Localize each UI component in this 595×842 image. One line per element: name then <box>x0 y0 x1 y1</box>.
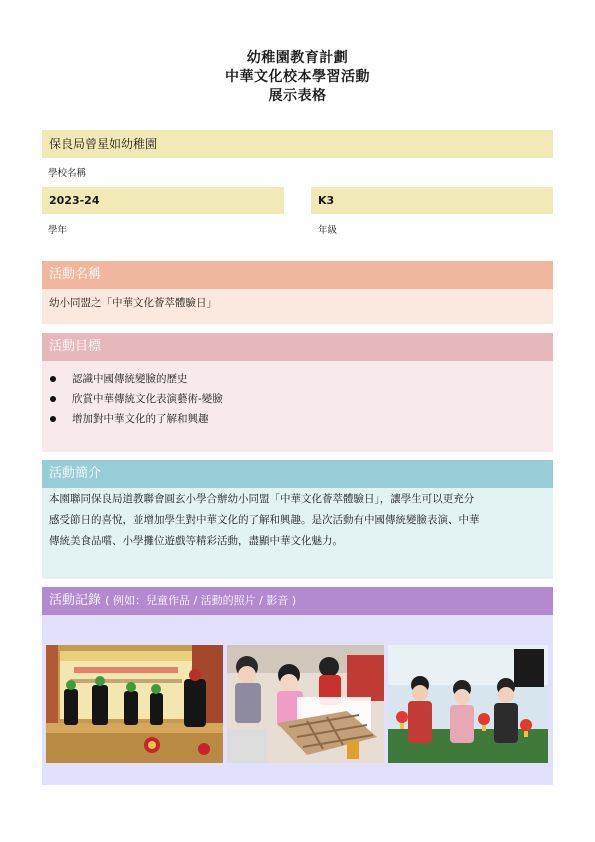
stage-performance-illustration <box>46 645 223 763</box>
summary-heading: 活動簡介 <box>42 460 553 488</box>
title-line-3: 展示表格 <box>268 88 327 104</box>
objective-text: 增加對中華文化的了解和興趣 <box>72 413 209 425</box>
title-line-2: 中華文化校本學習活動 <box>225 69 370 85</box>
objective-text: 欣賞中華傳統文化表演藝術-變臉 <box>72 393 223 405</box>
school-year-field <box>42 187 284 214</box>
school-name-value: 保良局曾星如幼稚園 <box>49 137 158 151</box>
grade-value: K3 <box>318 194 335 207</box>
grade-field <box>311 187 553 214</box>
objectives-list <box>42 369 553 429</box>
activity-name-body <box>42 289 553 324</box>
school-year-value: 2023-24 <box>49 194 100 207</box>
summary-line: 感受節日的喜悅，並增加學生對中華文化的了解和興趣。是次活動有中國傳統變臉表演、中華 <box>49 514 480 526</box>
school-name-label: 學校名稱 <box>48 168 87 179</box>
title-line-1: 幼稚園教育計劃 <box>246 50 349 66</box>
photo-stage-performance <box>46 645 223 763</box>
summary-body <box>42 488 553 579</box>
bullet-icon <box>50 376 56 382</box>
grade-label: 年級 <box>318 225 338 236</box>
objective-item <box>42 409 553 429</box>
lantern-children-illustration <box>388 645 548 763</box>
bullet-icon <box>50 416 56 422</box>
activity-name-heading: 活動名稱 <box>42 261 553 289</box>
records-heading <box>42 587 553 615</box>
objective-item <box>42 369 553 389</box>
photo-food-tasting <box>227 645 384 763</box>
school-name-field <box>42 130 553 158</box>
records-heading-text: 活動記錄 <box>49 593 102 608</box>
photo-lantern-children <box>388 645 548 763</box>
objectives-body <box>42 361 553 452</box>
objective-item <box>42 389 553 409</box>
summary-line: 本園聯同保良局道教聯會圓玄小學合辦幼小同盟「中華文化薈萃體驗日」，讓學生可以更充分 <box>49 493 475 505</box>
objective-text: 認識中國傳統變臉的歷史 <box>72 373 188 385</box>
bullet-icon <box>50 396 56 402</box>
objectives-heading: 活動目標 <box>42 333 553 361</box>
records-note: ( 例如：兒童作品 / 活動的照片 / 影音 ) <box>105 594 297 607</box>
food-tasting-illustration <box>227 645 384 763</box>
summary-line: 傳統美食品嚐、小學攤位遊戲等精彩活動，盡顯中華文化魅力。 <box>49 535 343 547</box>
activity-name-text: 幼小同盟之「中華文化薈萃體驗日」 <box>49 297 217 309</box>
school-year-label: 學年 <box>48 225 68 236</box>
document-title <box>0 49 595 106</box>
